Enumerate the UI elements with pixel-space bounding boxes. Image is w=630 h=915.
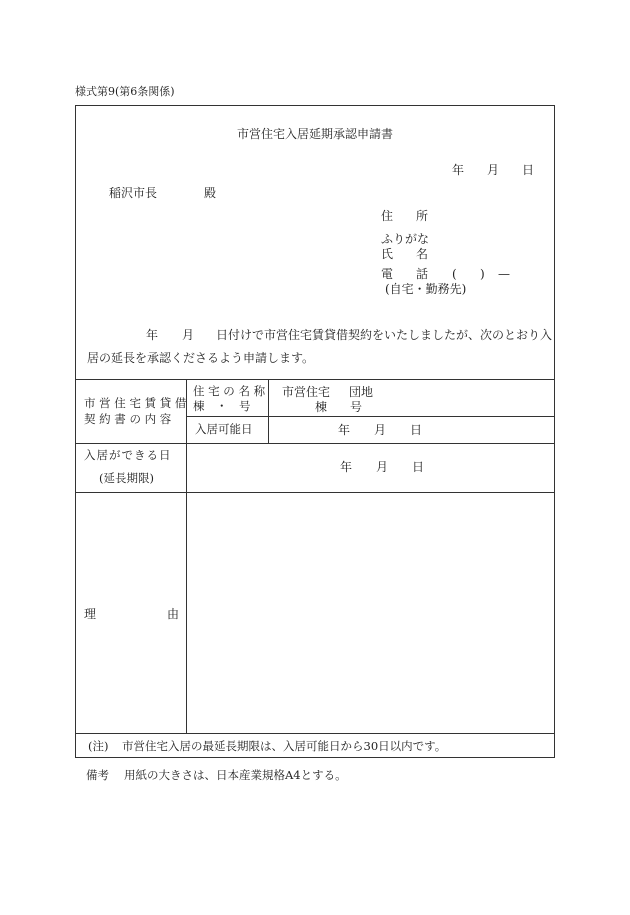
extended-day: 日 xyxy=(412,460,425,474)
addressee-honorific: 殿 xyxy=(204,186,217,200)
contract-bottom-line xyxy=(75,443,555,444)
date-day: 日 xyxy=(522,163,535,177)
remarks-text: 用紙の大きさは、日本産業規格A4とする。 xyxy=(124,768,347,782)
body-line1: 日付けで市営住宅賃貸借契約をいたしましたが、次のとおり入 xyxy=(216,328,553,342)
contract-mid-line xyxy=(186,416,555,417)
reason-label-1: 理 xyxy=(84,607,97,621)
addressee-name: 稲沢市長 xyxy=(109,186,158,200)
move-in-day: 日 xyxy=(410,423,423,437)
furigana-label: ふりがな xyxy=(381,232,430,246)
address-label-1: 住 xyxy=(381,209,394,223)
move-in-month: 月 xyxy=(374,423,387,437)
reason-bottom-line xyxy=(75,733,555,734)
phone-label-2: 話 xyxy=(416,267,429,281)
extended-month: 月 xyxy=(376,460,389,474)
reason-field[interactable] xyxy=(187,493,554,732)
sublabel-column-line xyxy=(268,379,269,443)
body-month: 月 xyxy=(182,328,195,342)
move-in-label: 入居可能日 xyxy=(195,422,253,436)
phone-dash: — xyxy=(498,267,510,281)
contract-header-1: 市 営 住 宅 賃 貸 借 xyxy=(84,396,187,410)
building-number-label: 棟 ・ 号 xyxy=(193,399,251,413)
form-title: 市営住宅入居延期承認申請書 xyxy=(236,127,393,141)
housing-number: 号 xyxy=(350,400,363,414)
name-label-1: 氏 xyxy=(381,247,394,261)
table-top-line xyxy=(75,379,555,380)
housing-prefix: 市営住宅 xyxy=(282,385,331,399)
date-month: 月 xyxy=(487,163,500,177)
phone-label-1: 電 xyxy=(381,267,394,281)
body-year: 年 xyxy=(146,328,159,342)
name-label-2: 名 xyxy=(416,247,429,261)
note-label: (注) xyxy=(88,739,109,753)
housing-danchi: 団地 xyxy=(349,385,374,399)
phone-paren-open: ( xyxy=(452,267,457,281)
contract-header-2: 契 約 書 の 内 容 xyxy=(84,412,172,426)
extended-sublabel: (延長期限) xyxy=(99,471,154,485)
extended-label: 入居ができる日 xyxy=(84,448,172,462)
reason-label-2: 由 xyxy=(167,607,180,621)
housing-name-label: 住 宅 の 名 称 xyxy=(193,384,266,398)
move-in-year: 年 xyxy=(338,423,351,437)
phone-paren-close: ) xyxy=(480,267,485,281)
extended-year: 年 xyxy=(340,460,353,474)
date-year: 年 xyxy=(452,163,465,177)
housing-building: 棟 xyxy=(315,400,328,414)
body-line2: 居の延長を承認くださるよう申請します。 xyxy=(87,351,315,365)
form-number: 様式第9(第6条関係) xyxy=(75,85,175,98)
address-label-2: 所 xyxy=(416,209,429,223)
phone-note: (自宅・勤務先) xyxy=(385,282,467,296)
remarks-label: 備考 xyxy=(86,768,109,782)
note-text: 市営住宅入居の最延長期限は、入居可能日から30日以内です。 xyxy=(122,739,447,753)
